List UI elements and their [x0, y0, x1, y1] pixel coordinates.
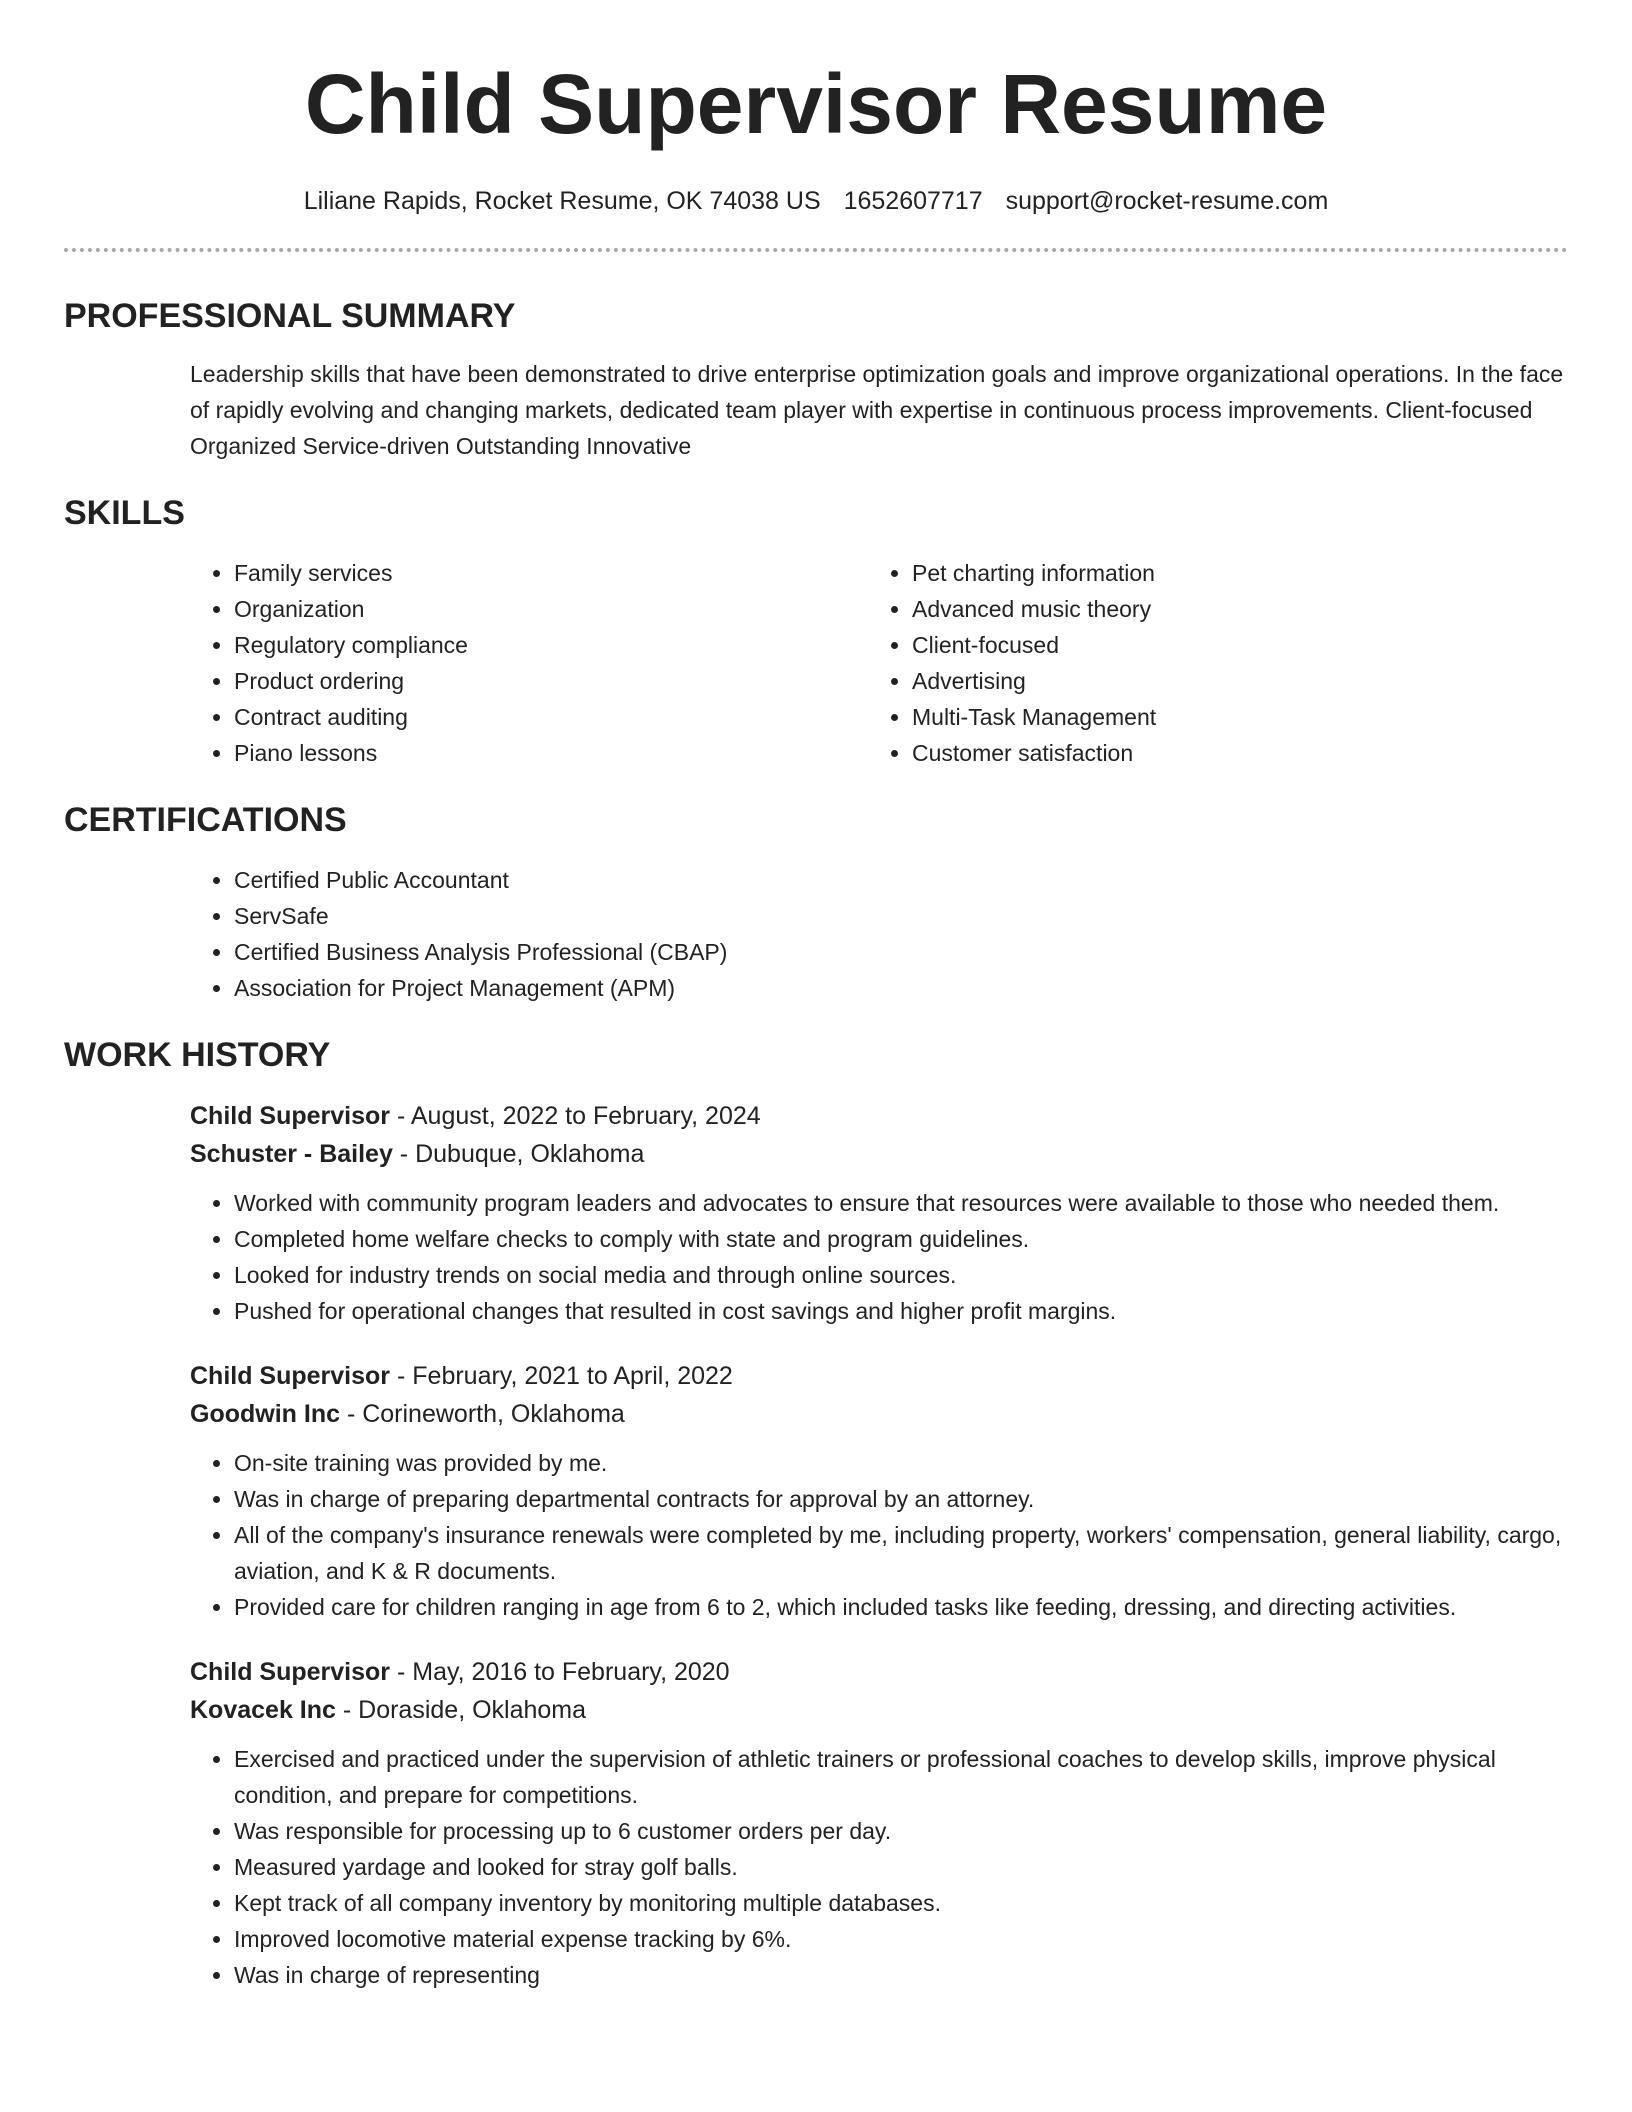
certifications-items — [190, 862, 1568, 1006]
job-dates: - August, 2022 to February, 2024 — [390, 1102, 761, 1130]
skill-item: • Piano lessons — [234, 735, 868, 771]
job-bullet: • Provided care for children ranging in age from 6 to 2, which included tasks like feeding, dressing, and directing activities. — [234, 1589, 1568, 1625]
skill-item: • Regulatory compliance — [234, 627, 868, 663]
job-bullet: • On-site training was provided by me. — [234, 1445, 1568, 1481]
job-title: Child Supervisor — [190, 1658, 391, 1686]
job-title-line — [190, 1097, 1568, 1135]
job-dates: - February, 2021 to April, 2022 — [390, 1362, 733, 1390]
job-bullet: • Was in charge of representing — [234, 1957, 1568, 1993]
skill-item: • Advanced music theory — [912, 591, 1546, 627]
job-bullet: • Looked for industry trends on social media and through online sources. — [234, 1257, 1568, 1293]
resume-title: Child Supervisor Resume — [304, 57, 1328, 151]
work-history-heading: WORK HISTORY — [64, 1036, 331, 1074]
job-entry — [190, 1357, 1568, 1625]
certification-item: • Certified Business Analysis Professional (CBAP) — [234, 934, 1568, 970]
resume-header — [64, 0, 1568, 216]
job-bullet: • Was in charge of preparing departmental contracts for approval by an attorney. — [234, 1481, 1568, 1517]
contact-phone: 1652607717 — [843, 187, 983, 215]
certification-item: • Association for Project Management (APM) — [234, 970, 1568, 1006]
skills-column-left — [190, 555, 868, 771]
job-bullets — [190, 1445, 1568, 1625]
job-bullet: • Pushed for operational changes that resulted in cost savings and higher profit margins. — [234, 1293, 1568, 1329]
certifications-heading: CERTIFICATIONS — [64, 801, 347, 839]
job-company: Goodwin Inc — [190, 1400, 340, 1428]
job-company: Kovacek Inc — [190, 1696, 336, 1724]
contact-address: Liliane Rapids, Rocket Resume, OK 74038 US — [303, 187, 821, 215]
contact-line — [64, 186, 1568, 216]
job-bullet: • Improved locomotive material expense tracking by 6%. — [234, 1921, 1568, 1957]
skill-item: • Contract auditing — [234, 699, 868, 735]
job-title-line — [190, 1357, 1568, 1395]
job-company: Schuster - Bailey — [190, 1140, 393, 1168]
job-company-line — [190, 1135, 1568, 1173]
skill-item: • Organization — [234, 591, 868, 627]
job-bullets — [190, 1185, 1568, 1329]
job-bullet: • Measured yardage and looked for stray golf balls. — [234, 1849, 1568, 1885]
skills-list — [190, 555, 1568, 771]
job-bullet: • Completed home welfare checks to comply with state and program guidelines. — [234, 1221, 1568, 1257]
job-bullet: • Was responsible for processing up to 6 customer orders per day. — [234, 1813, 1568, 1849]
skill-item: • Client-focused — [912, 627, 1546, 663]
job-company-line — [190, 1691, 1568, 1729]
job-location: - Corineworth, Oklahoma — [340, 1400, 625, 1428]
job-bullet: • All of the company's insurance renewals were completed by me, including property, workers' compensation, general liability, cargo, aviation, and K & R documents. — [234, 1517, 1568, 1589]
certification-item: • ServSafe — [234, 898, 1568, 934]
job-location: - Dubuque, Oklahoma — [392, 1140, 645, 1168]
job-dates: - May, 2016 to February, 2020 — [390, 1658, 730, 1686]
skills-column-right — [868, 555, 1546, 771]
skill-item: • Advertising — [912, 663, 1546, 699]
skills-heading: SKILLS — [64, 494, 185, 532]
job-location: - Doraside, Oklahoma — [335, 1696, 587, 1724]
job-bullets — [190, 1741, 1568, 1993]
job-bullet: • Worked with community program leaders and advocates to ensure that resources were available to those who needed them. — [234, 1185, 1568, 1221]
job-bullet: • Kept track of all company inventory by monitoring multiple databases. — [234, 1885, 1568, 1921]
skill-item: • Multi-Task Management — [912, 699, 1546, 735]
job-entry — [190, 1653, 1568, 1993]
job-company-line — [190, 1395, 1568, 1433]
certifications-list — [190, 862, 1568, 1006]
job-title-line — [190, 1653, 1568, 1691]
summary-text: Leadership skills that have been demonstrated to drive enterprise optimization goals and improve organizational operations. In the face of rapidly evolving and changing markets, dedicated team player with expertise in continuous process improvements. Client-focused Organized Service-driven Outstanding Innovative — [190, 361, 1564, 459]
job-bullet: • Exercised and practiced under the supervision of athletic trainers or professional coaches to develop skills, improve physical condition, and prepare for competitions. — [234, 1741, 1568, 1813]
job-title: Child Supervisor — [190, 1362, 391, 1390]
skill-item: • Product ordering — [234, 663, 868, 699]
contact-email: support@rocket-resume.com — [1005, 187, 1329, 215]
skill-item: • Pet charting information — [912, 555, 1546, 591]
job-entry — [190, 1097, 1568, 1329]
skill-item: • Family services — [234, 555, 868, 591]
certification-item: • Certified Public Accountant — [234, 862, 1568, 898]
job-title: Child Supervisor — [190, 1102, 391, 1130]
skill-item: • Customer satisfaction — [912, 735, 1546, 771]
summary-heading: PROFESSIONAL SUMMARY — [64, 297, 516, 335]
header-divider — [64, 248, 1568, 252]
